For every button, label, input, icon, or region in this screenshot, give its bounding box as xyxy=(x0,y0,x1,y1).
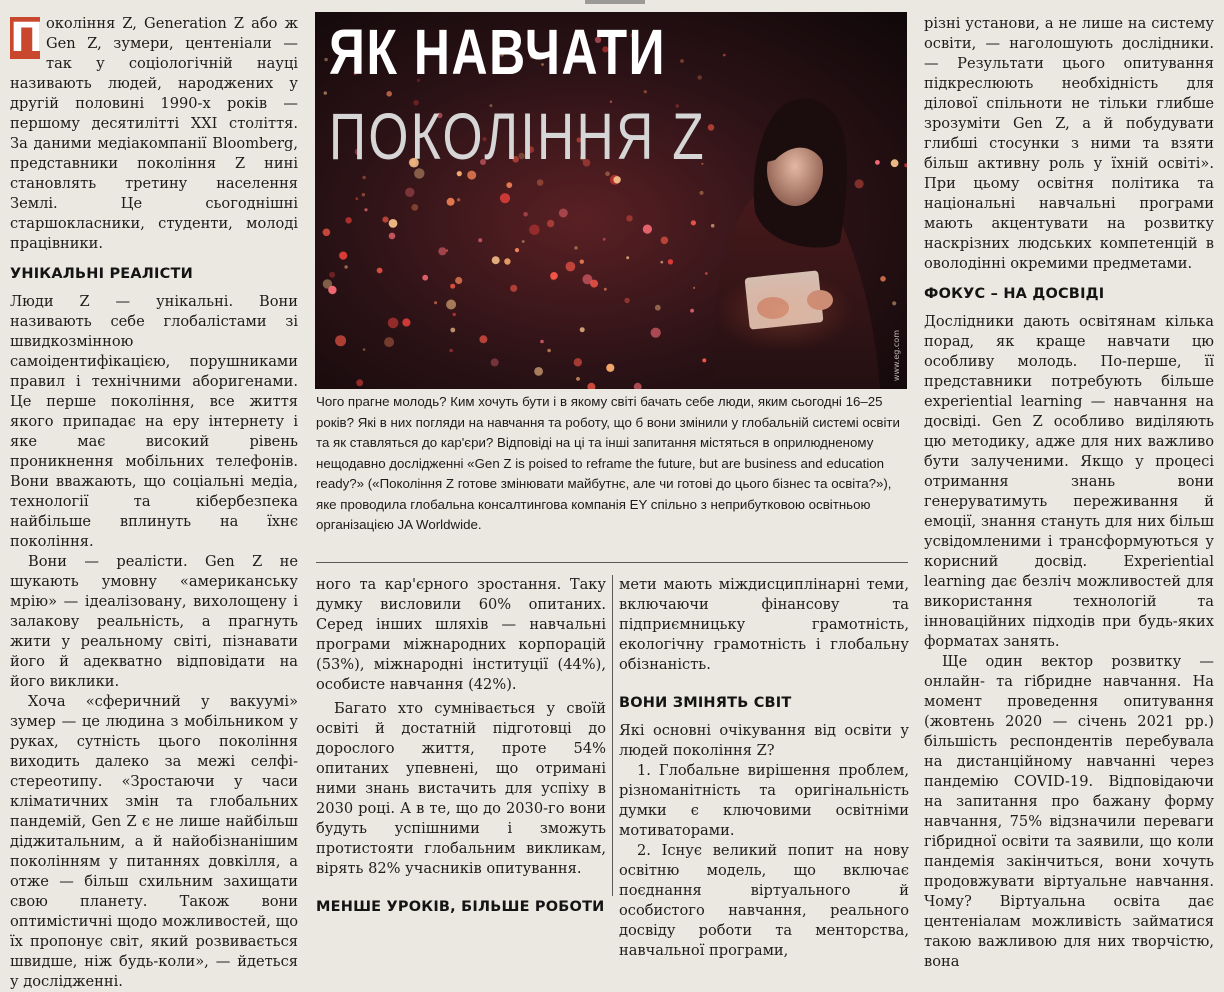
headline-line-2: ПОКОЛІННЯ Z xyxy=(329,99,707,173)
bokeh-light xyxy=(574,358,582,366)
paragraph: 2. Існує великий попит на нову освітню модель, що включає поєднання віртуального й особистого навчання, реального досвіду роботи та менторства, навчальної програми, xyxy=(619,842,909,959)
bokeh-light xyxy=(644,90,647,93)
section-heading-change-world: ВОНИ ЗМІНЯТЬ СВІТ xyxy=(619,695,792,711)
bokeh-light xyxy=(504,258,510,264)
bokeh-light xyxy=(534,367,543,376)
intro-paragraph: окоління Z, Generation Z або ж Gen Z, зумери, центеніали — так у соціологічній науці називають людей, народжених у другій половині 1990-х років — першому десятилітті XXI століття. За даними медіакомпанії Bloomberg, представники покоління Z нині становлять третину населення Землі. Це сьогоднішні старшокласники, студенти, молоді працівники. xyxy=(10,15,298,252)
bokeh-light xyxy=(680,59,684,63)
divider xyxy=(316,562,908,563)
section-heading-fewer-lessons: МЕНШЕ УРОКІВ, БІЛЬШЕ РОБОТИ xyxy=(316,899,605,915)
paragraph: Які основні очікування від освіти у людей покоління Z? xyxy=(619,722,909,759)
bokeh-light xyxy=(450,284,455,289)
paragraph: різні установи, а не лише на систему освіти, — наголошують дослідники. — Результати цього опитування підкреслюють необхідність для ділової спільноти не тільки глибше зрозуміти Gen Z, а й побудувати глибші стосунки з ними та взяти більш активну роль у їхній освіті». При цьому освітня політика та національні навчальні програми мають акцентувати на розвитку наскрізних людських компетенцій в оволодінні окремими предметами. xyxy=(924,15,1214,272)
bokeh-light xyxy=(389,233,396,240)
bokeh-light xyxy=(324,91,327,94)
article-column-3 xyxy=(619,575,909,961)
bokeh-light xyxy=(344,265,347,268)
bokeh-light xyxy=(389,219,398,228)
bokeh-light xyxy=(449,349,453,353)
bokeh-light xyxy=(362,193,365,196)
headline-line-1: ЯК НАВЧАТИ xyxy=(329,16,667,88)
bokeh-light xyxy=(668,259,673,264)
bokeh-light xyxy=(455,277,462,284)
bokeh-light xyxy=(324,58,327,61)
bokeh-light xyxy=(384,337,394,347)
bokeh-light xyxy=(651,328,661,338)
bokeh-light xyxy=(377,268,383,274)
bokeh-light xyxy=(345,217,351,223)
bokeh-light xyxy=(515,248,519,252)
bokeh-light xyxy=(880,276,886,282)
paragraph: Вони — реалісти. Gen Z не шукають умовну «американську мрію» — ідеалізовану, вихолощену і залакову реальність, а прагнуть жити у реальному світі, пізнавати його й адекватно відповідати на його виклики. xyxy=(10,553,298,690)
paragraph: мети мають міждисциплінарні теми, включаючи фінансову та підприємницьку грамотність, екологічну грамотність і глобальну обізнаність. xyxy=(619,576,909,673)
bokeh-light xyxy=(624,298,629,303)
bokeh-light xyxy=(356,379,363,386)
section-heading-unique-realists: УНІКАЛЬНІ РЕАЛІСТИ xyxy=(10,266,193,282)
paragraph: Хоча «сферичний у вакуумі» зумер — це людина з мобільником у руках, сутність цього покоління виходить далеко за межі селфі-стереотипу. «Зростаючи у часи кліматичних змін та глобальних пандемій, Gen Z є не лише найбільш діджитальним, а й найобізнанішим поколінням у питаннях довкілля, а отже — більш схильним захищати свою планету. Також вони оптимістичні щодо можливостей, що їх пропонує світ, який розвивається швидше, ніж будь-коли», — йдеться у дослідженні. xyxy=(10,693,298,990)
paragraph: Дослідники дають освітянам кілька порад, як краще навчати цю особливу молодь. По-перше, її представники потребують більше experiential learning — навчання на досвіді. Gen Z особливо виділяють цю методику, адже для них важливо бути залученими. Якщо у процесі отримання знань вони генеруватимуть переживання й емоції, знання стануть для них більш усвідомленими і трансформуються у корисний досвід. Experiential learning дає безліч можливостей для використання технологій та інноваційних підходів при будь-яких форматах занять. xyxy=(924,313,1214,650)
bokeh-light xyxy=(697,75,702,80)
bokeh-light xyxy=(382,217,388,223)
bokeh-light xyxy=(363,348,366,351)
bokeh-light xyxy=(550,272,558,280)
bokeh-light xyxy=(523,212,528,217)
bokeh-light xyxy=(613,176,620,183)
bokeh-light xyxy=(479,335,487,343)
bokeh-light xyxy=(339,252,347,260)
bokeh-light xyxy=(540,340,544,344)
bokeh-light xyxy=(705,272,708,275)
bokeh-light xyxy=(402,318,410,326)
bokeh-light xyxy=(626,215,632,221)
bokeh-light xyxy=(329,272,335,278)
bokeh-light xyxy=(875,160,880,165)
paragraph: Люди Z — унікальні. Вони називають себе глобалістами зі швидкозмінною самоідентифікацією, порушниками правил і технічними аборигенами. Це перше покоління, все життя якого припадає на еру інтернету і яке має високий рівень проникнення мобільних телефонів. Вони вважають, що соціальні медіа, технології та кібербезпека найбільше вплинуть на їхнє покоління. xyxy=(10,293,298,550)
bokeh-light xyxy=(450,328,455,333)
feature-photo xyxy=(315,12,907,389)
bokeh-light xyxy=(411,204,418,211)
bokeh-light xyxy=(355,197,358,200)
bokeh-light xyxy=(457,198,460,201)
bokeh-light xyxy=(547,220,554,227)
bokeh-light xyxy=(574,246,577,249)
article-column-1 xyxy=(10,14,298,992)
bokeh-light xyxy=(506,182,512,188)
bokeh-light xyxy=(447,198,455,206)
bokeh-light xyxy=(855,179,864,188)
bokeh-light xyxy=(364,208,367,211)
bokeh-light xyxy=(580,260,584,264)
bokeh-light xyxy=(446,300,456,310)
bokeh-light xyxy=(690,309,694,313)
page-top-marker xyxy=(585,0,645,4)
bokeh-light xyxy=(491,358,499,366)
bokeh-light xyxy=(590,280,598,288)
bokeh-light xyxy=(547,349,551,353)
paragraph: Багато хто сумнівається у своїй освіті й достатній підготовці до дорослого життя, проте 54% опитаних упевнені, що отримані ними знань вистачить для успіху в 2030 році. А в те, що до 2030-го вони будуть успішними і зможуть протистояти глобальним викликам, вірять 82% учасників опитування. xyxy=(316,700,606,877)
bokeh-light xyxy=(603,238,606,241)
bokeh-light xyxy=(478,238,482,242)
bokeh-light xyxy=(323,229,331,237)
bokeh-light xyxy=(328,286,336,294)
bokeh-light xyxy=(700,191,704,195)
article-column-4 xyxy=(924,14,1214,972)
bokeh-light xyxy=(892,301,896,305)
bokeh-light xyxy=(559,209,568,218)
paragraph: Ще один вектор розвитку — онлайн- та гібридне навчання. На момент проведення опитування (жовтень 2020 — січень 2021 рр.) більшість респондентів перебувала на дистанційному навчанні через пандемію COVID-19. Відповідаючи на запитання про бажану форму навчання, 75% відзначили переваги гібридної освіти та заявили, що коли пандемія закінчиться, вони хочуть продовжувати віртуальне навчання. Чому? Віртуальна освіта дає центеніалам можливість займатися такою важливою для них творчістю, вона xyxy=(924,653,1214,970)
bokeh-light xyxy=(708,124,715,131)
bokeh-light xyxy=(388,318,399,329)
bokeh-light xyxy=(655,305,661,311)
bokeh-light xyxy=(492,256,500,264)
bokeh-light xyxy=(335,335,346,346)
bokeh-light xyxy=(566,262,576,272)
bokeh-light xyxy=(660,261,663,264)
bokeh-light xyxy=(661,237,669,245)
photo-credit: www.eg.com xyxy=(892,329,901,381)
bokeh-light xyxy=(626,256,629,259)
bokeh-light xyxy=(529,225,540,236)
bokeh-light xyxy=(606,364,614,372)
bokeh-light xyxy=(576,377,580,381)
bokeh-light xyxy=(522,240,525,243)
bokeh-light xyxy=(580,327,585,332)
bokeh-light xyxy=(362,176,366,180)
paragraph: ного та кар'єрного зростання. Таку думку висловили 60% опитаних. Серед інших шляхів — навчальні програми міжнародних корпорацій (53%), міжнародні інституції (44%), особисте навчання (42%). xyxy=(316,576,606,693)
article-column-2 xyxy=(316,575,606,925)
bokeh-light xyxy=(500,193,510,203)
bokeh-light xyxy=(434,301,437,304)
bokeh-light xyxy=(693,287,695,289)
bokeh-light xyxy=(891,159,899,167)
column-divider xyxy=(612,575,613,896)
bokeh-light xyxy=(422,275,428,281)
bokeh-light xyxy=(723,54,726,57)
photo-caption: Чого прагне молодь? Ким хочуть бути і в якому світі бачать себе люди, яким сьогодні 16–25 років? Які в них погляди на навчання та роботу, що б вони змінили у глобальній системі освіти та як ставляться до кар'єри? Відповіді на ці та інші запитання містяться в оприлюдненому нещодавно дослідженні «Gen Z is poised to reframe the future, but are business and education ready?» («Покоління Z готове змінювати майбутнє, але чи готові до цього бізнес та освіта?»), яке проводила глобальна консалтингова компанія EY спільно з неприбутковою освітньою організацією JA Worldwide. xyxy=(316,394,900,532)
bokeh-light xyxy=(446,249,448,251)
paragraph: 1. Глобальне вирішення проблем, різноманітність та оригінальність думки є ключовими освітніми мотиваторами. xyxy=(619,762,909,839)
bokeh-light xyxy=(711,224,715,228)
bokeh-light xyxy=(405,188,414,197)
section-heading-focus-experience: ФОКУС – НА ДОСВІДІ xyxy=(924,286,1105,302)
bokeh-light xyxy=(438,247,446,255)
bokeh-light xyxy=(510,285,517,292)
bokeh-light xyxy=(537,179,544,186)
bokeh-light xyxy=(643,225,652,234)
drop-cap: П xyxy=(10,15,44,61)
bokeh-light xyxy=(691,220,696,225)
bokeh-light xyxy=(453,313,456,316)
bokeh-light xyxy=(604,288,607,291)
bokeh-light xyxy=(702,358,706,362)
